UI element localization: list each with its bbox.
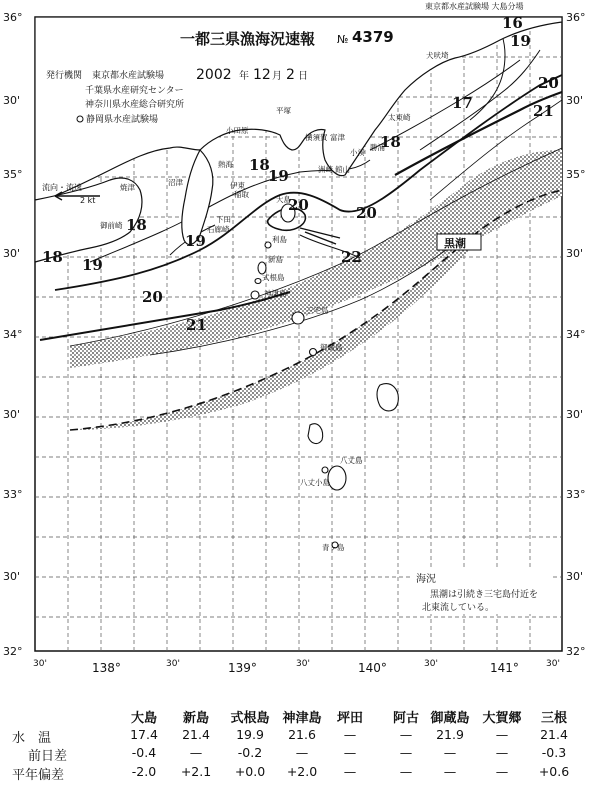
place-label: 小田原	[226, 126, 249, 135]
island-kozushima	[251, 291, 259, 299]
lon-label-bottom: 141°	[490, 661, 519, 675]
table-cell: 21.6	[288, 727, 316, 742]
isotherm-label: 22	[341, 248, 362, 266]
table-cell: +0.6	[538, 764, 570, 779]
lon-label-bottom: 138°	[92, 661, 121, 675]
table-column-header: 新島	[182, 711, 209, 726]
lon-label-bottom: 30'	[296, 659, 310, 669]
place-label: 青ヶ島	[322, 543, 345, 552]
place-label: 富津	[330, 133, 345, 142]
table-cell: -0.2	[237, 745, 263, 760]
issuer-label: 発行機関	[46, 71, 83, 81]
isotherm-label: 20	[142, 288, 163, 306]
lon-labels-bottom	[33, 659, 560, 675]
island-toshima	[265, 242, 271, 248]
lat-label-left: 30'	[3, 247, 21, 260]
isotherm-label: 19	[268, 167, 289, 185]
place-label: 大島	[276, 195, 291, 204]
place-label: 平塚	[276, 106, 291, 115]
table-cell: —	[399, 764, 413, 779]
issue-year-unit: 年	[239, 71, 249, 82]
isotherm-label: 20	[288, 196, 309, 214]
current-legend-title: 流向・流速	[42, 183, 82, 192]
issuer-2: 千葉県水産研究センター	[85, 86, 184, 96]
table-column-header: 阿古	[392, 711, 419, 726]
table-column-header: 御蔵島	[430, 711, 470, 726]
table-column-header: 神津島	[282, 711, 322, 726]
kuroshio-label: 黒潮	[444, 237, 466, 250]
table-cell: —	[189, 745, 203, 760]
table-cell: —	[399, 745, 413, 760]
lat-label-right: 35°	[566, 168, 586, 181]
island-shikinejima	[255, 279, 261, 284]
isotherm-label: 18	[380, 133, 401, 151]
table-cell: —	[343, 764, 357, 779]
table-cell: +2.0	[286, 764, 318, 779]
table-cell: —	[495, 727, 509, 742]
table-cell: 21.4	[540, 727, 568, 742]
issue-day-unit: 日	[298, 71, 308, 82]
lon-label-bottom: 30'	[33, 659, 47, 669]
table-cell: -0.4	[131, 745, 157, 760]
island-hachijokojima	[322, 467, 328, 473]
lat-label-left: 36°	[3, 11, 23, 24]
lon-label-bottom: 30'	[546, 659, 560, 669]
table-cell: —	[443, 745, 457, 760]
lat-label-right: 33°	[566, 488, 586, 501]
lat-label-left: 34°	[3, 328, 23, 341]
place-label: 太東崎	[388, 113, 411, 122]
issue-no-mark: №	[337, 33, 349, 46]
table-cell: -0.3	[541, 745, 567, 760]
place-label: 下田	[216, 215, 231, 224]
issuer-1: 東京都水産試験場	[92, 71, 165, 81]
table-row-label: 水 温	[12, 731, 52, 746]
lat-label-right: 30'	[566, 408, 584, 421]
lat-label-left: 32°	[3, 645, 23, 658]
table-row-label: 平年偏差	[12, 768, 65, 783]
summary-line-2: 北東流している。	[422, 603, 495, 613]
lon-label-bottom: 140°	[358, 661, 387, 675]
table-cell: —	[295, 745, 309, 760]
table-column-header: 大賀郷	[482, 711, 522, 726]
lat-label-right: 30'	[566, 94, 584, 107]
map-title: 一都三県漁海況速報	[180, 30, 316, 48]
isotherm-label: 19	[510, 32, 531, 50]
table-column-header: 坪田	[336, 711, 363, 726]
issuer-4: 静岡県水産試験場	[86, 115, 159, 125]
lat-label-right: 36°	[566, 11, 586, 24]
isotherm-label: 21	[533, 102, 554, 120]
top-right-issuer: 東京都水産試験場 大島分場	[425, 2, 524, 11]
issuer-3: 神奈川県水産総合研究所	[85, 100, 185, 110]
lat-label-right: 32°	[566, 645, 586, 658]
place-label: 稲取	[234, 190, 249, 199]
table-cell: +2.1	[180, 764, 212, 779]
isotherm-label: 16	[502, 14, 523, 32]
isotherm-label: 20	[356, 204, 377, 222]
isotherm-label: 18	[42, 248, 63, 266]
lat-label-left: 33°	[3, 488, 23, 501]
table-cell: 21.9	[436, 727, 464, 742]
island-misc	[308, 424, 323, 444]
place-label: 伊東	[230, 181, 245, 190]
table-cell: —	[495, 745, 509, 760]
island-hachijojima	[328, 466, 346, 490]
lat-label-right: 30'	[566, 570, 584, 583]
summary-line-1: 黒潮は引続き三宅島付近を	[430, 590, 539, 600]
issue-month-unit: 月	[272, 71, 282, 82]
isotherm-label: 21	[186, 316, 207, 334]
place-label: 勝浦	[370, 143, 385, 152]
table-row-label: 前日差	[28, 749, 68, 764]
current-legend-unit: 2 kt	[80, 196, 96, 205]
place-label: 石廊崎	[207, 225, 230, 234]
issue-year: 2002	[196, 67, 232, 83]
table-column-header: 大島	[130, 711, 157, 726]
island-mikurajima	[310, 349, 317, 356]
table-cell: 21.4	[182, 727, 210, 742]
isotherm-label: 18	[126, 216, 147, 234]
table-cell: —	[343, 745, 357, 760]
place-label: 式根島	[262, 273, 285, 282]
table-column-header: 三根	[540, 711, 567, 726]
place-label: 八丈小島	[300, 478, 330, 487]
issue-day: 2	[286, 67, 295, 83]
table-cell: 17.4	[130, 727, 158, 742]
table-column-header: 式根島	[230, 711, 270, 726]
lat-label-right: 30'	[566, 247, 584, 260]
lat-label-left: 30'	[3, 408, 21, 421]
place-label: 横須賀	[305, 133, 328, 142]
lon-label-bottom: 30'	[166, 659, 180, 669]
isotherm-label: 19	[82, 256, 103, 274]
place-label: 御前崎	[100, 221, 123, 230]
table-cell: —	[399, 727, 413, 742]
place-label: 新島	[268, 255, 283, 264]
summary-title: 海況	[416, 574, 436, 585]
table-cell: -2.0	[131, 764, 157, 779]
lon-label-bottom: 139°	[228, 661, 257, 675]
table-cell: —	[495, 764, 509, 779]
lat-labels-right	[566, 11, 586, 658]
isotherm-label: 17	[452, 94, 473, 112]
island-miyakejima	[292, 312, 304, 324]
place-label: 館山	[335, 165, 350, 174]
isotherm-label: 19	[185, 232, 206, 250]
place-label: 御蔵島	[320, 343, 343, 352]
place-label: 焼津	[120, 183, 135, 192]
lat-label-left: 30'	[3, 570, 21, 583]
lat-label-left: 35°	[3, 168, 23, 181]
place-label: 洲崎	[318, 165, 333, 174]
issue-month: 12	[253, 67, 271, 83]
table-cell: 19.9	[236, 727, 264, 742]
place-label: 沼津	[168, 178, 183, 187]
place-label: 熱海	[218, 160, 233, 169]
place-label: 小湊	[350, 148, 365, 157]
place-label: 三宅島	[306, 306, 329, 315]
place-label: 神津島	[264, 289, 287, 298]
issue-number: 4379	[352, 28, 394, 46]
isotherm-label: 18	[249, 156, 270, 174]
lat-labels-left	[3, 11, 23, 658]
lat-label-right: 34°	[566, 328, 586, 341]
place-label: 犬吠埼	[426, 51, 449, 60]
table-cell: +0.0	[234, 764, 266, 779]
place-label: 利島	[272, 235, 287, 244]
island-torishima-cluster	[377, 384, 398, 411]
table-cell: —	[443, 764, 457, 779]
lon-label-bottom: 30'	[424, 659, 438, 669]
lat-label-left: 30'	[3, 94, 21, 107]
table-cell: —	[343, 727, 357, 742]
isotherm-label: 20	[538, 74, 559, 92]
place-label: 八丈島	[340, 456, 363, 465]
